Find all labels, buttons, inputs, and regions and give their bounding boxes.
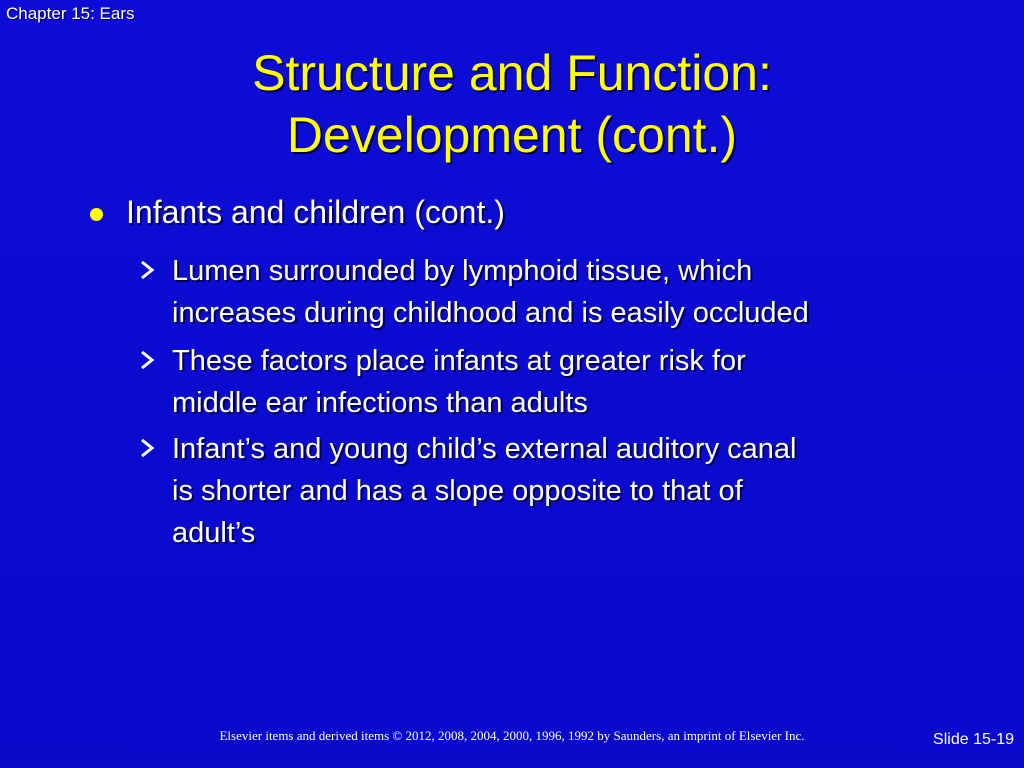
bullet-level2-text [172, 250, 809, 334]
bullet-level2-line: increases during childhood and is easily occluded [172, 297, 809, 329]
slide-number: Slide 15-19 [933, 731, 1014, 748]
chevron-right-arrow-icon [140, 350, 158, 370]
bullet-level2-line: Infant’s and young child’s external auditory canal [172, 433, 797, 465]
chapter-label: Chapter 15: Ears [6, 4, 135, 23]
bullet-dot-icon [90, 208, 103, 221]
slide-title [0, 42, 1024, 166]
title-line-1: Structure and Function: [252, 45, 772, 101]
bullet-level2-line: These factors place infants at greater risk for [172, 345, 746, 377]
bullet-level2-line: adult’s [172, 517, 256, 549]
bullet-level1-text: Infants and children (cont.) [126, 194, 505, 230]
footer-copyright: Elsevier items and derived items © 2012, 2008, 2004, 2000, 1996, 1992 by Saunders, an imprint of Elsevier Inc. [219, 728, 805, 743]
chevron-right-arrow-icon [140, 438, 158, 458]
title-line-2: Development (cont.) [286, 107, 738, 163]
chevron-right-arrow-icon [140, 260, 158, 280]
bullet-level2-line: middle ear infections than adults [172, 387, 588, 419]
bullet-level2-text [172, 340, 746, 424]
bullet-level2-text [172, 428, 796, 554]
bullet-level2-line: Lumen surrounded by lymphoid tissue, which [172, 255, 753, 287]
bullet-level2-line: is shorter and has a slope opposite to that of [172, 475, 743, 507]
